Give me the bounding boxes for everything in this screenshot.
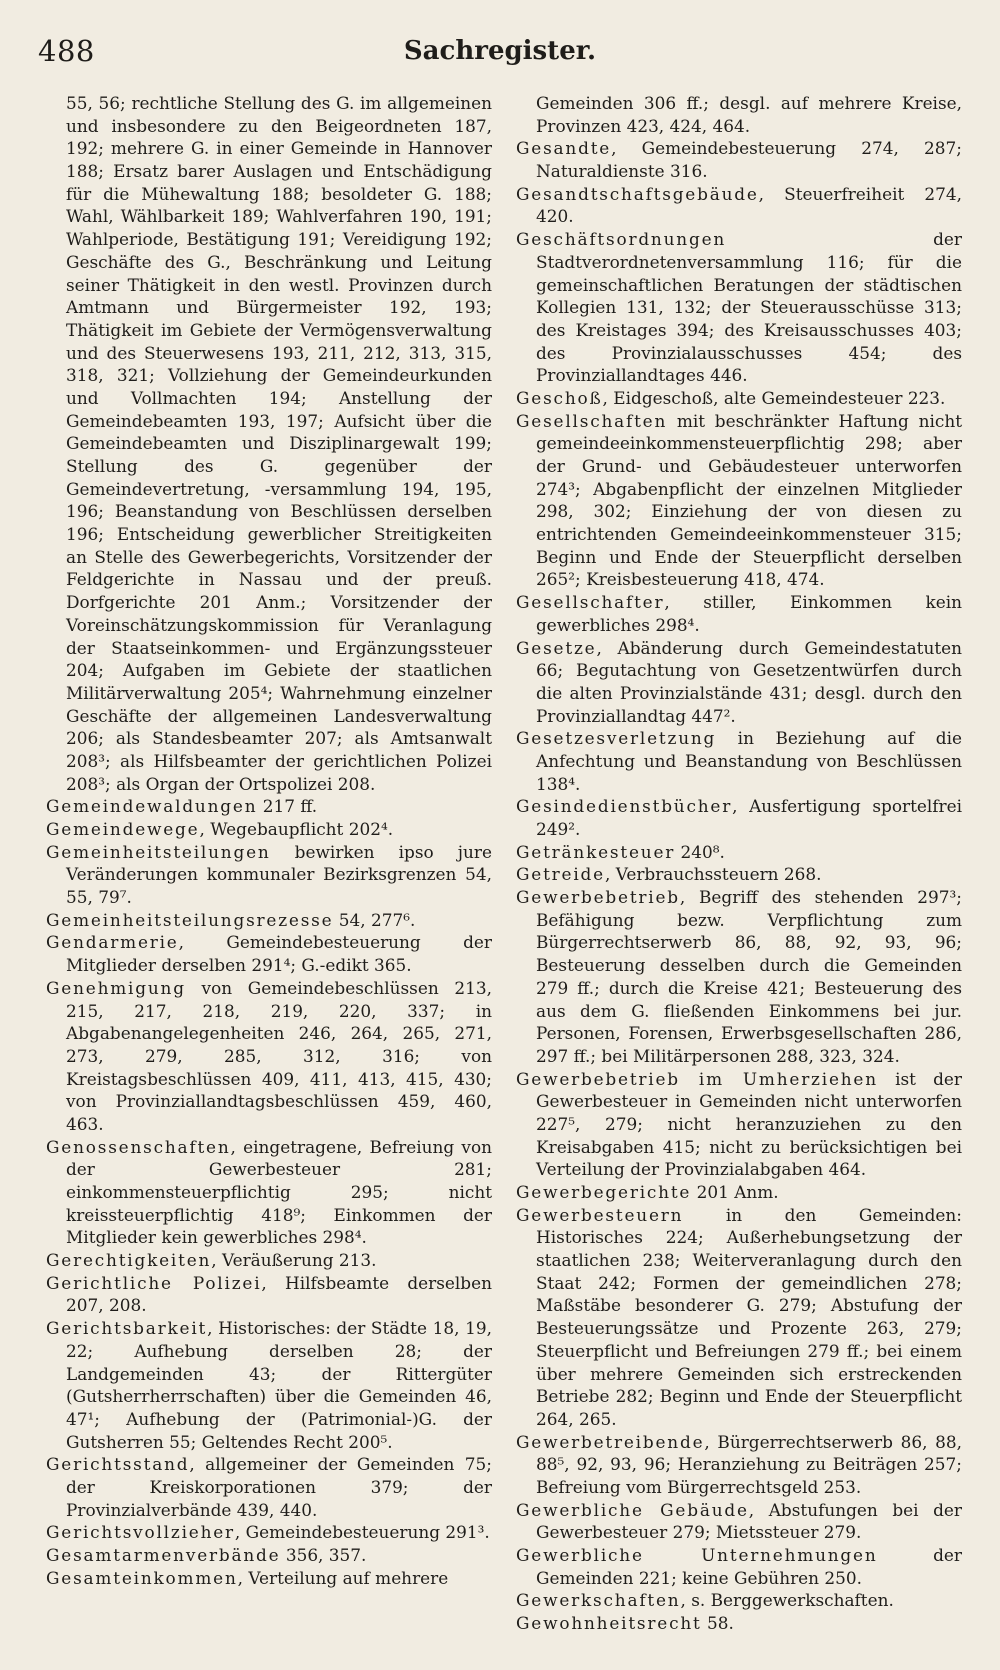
entry-text: mit beschränkter Haftung nicht gemeindeeinkommensteuerpflichtig 298; aber der Grund- und Gebäudesteuer unterworfen 274³; Abgabenpflicht der einzelnen Mitglieder 298, 302; Einziehung der von diesen zu entrichtenden Gemeindeeinkommensteuer 315; Beginn und Ende der Steuerpflicht derselben 265²; Kreisbesteuerung 418, 474. — [536, 410, 962, 590]
entry-headword: Genossenschaften — [46, 1136, 231, 1157]
entry-headword: Gesetze — [516, 637, 597, 658]
entry-headword: Gewerbliche Gebäude — [516, 1499, 749, 1520]
index-entry — [46, 1317, 492, 1453]
entry-text: , Steuerfreiheit 274, 420. — [536, 183, 962, 227]
index-entry — [516, 886, 962, 1068]
entry-headword: Getreide — [516, 864, 605, 885]
index-entry — [516, 591, 962, 636]
entry-headword: Gesindedienstbücher — [516, 796, 733, 817]
index-entry — [46, 1544, 492, 1567]
entry-text: 58. — [701, 1613, 734, 1634]
right-column — [516, 92, 962, 1652]
entry-headword: Gesellschaften — [516, 410, 668, 431]
index-entry — [516, 228, 962, 387]
entry-text: der Gemeinden 221; keine Gebühren 250. — [536, 1545, 962, 1588]
entry-headword: Gesamteinkommen — [46, 1567, 238, 1588]
entry-text: Gemeinden 306 ff.; desgl. auf mehrere Kreise, Provinzen 423, 424, 464. — [536, 93, 962, 136]
entry-headword: Gendarmerie — [46, 932, 179, 953]
index-entry — [46, 795, 492, 818]
entry-text: , Bürgerrechtserwerb 86, 88, 88⁵, 92, 93, 96; Heranziehung zu Beiträgen 257; Befreiung vom Bürgerrechtsgeld 253. — [536, 1431, 962, 1497]
entry-text: , Gemeindebesteuerung der Mitglieder derselben 291⁴; G.-edikt 365. — [66, 932, 492, 976]
entry-text: in den Gemeinden: Historisches 224; Außerhebungsetzung der staatlichen 238; Weiterveranlagung durch den Staat 242; Formen der gemeindlichen 278; Maßstäbe besonderer G. 279; Abstufung der Besteuerungssätze und Prozente 263, 279; Steuerpflicht und Befreiungen 279 ff.; bei einem über mehrere Gemeinden sich erstreckenden Betriebe 282; Beginn und Ende der Steuerpflicht 264, 265. — [536, 1204, 962, 1429]
entry-headword: Gewerbebetrieb im Umherziehen — [516, 1068, 878, 1089]
entry-text: , allgemeiner der Gemeinden 75; der Kreiskorporationen 379; der Provinzialverbände 439, 440. — [66, 1454, 492, 1520]
index-entry — [516, 841, 962, 864]
entry-headword: Geschoß — [516, 387, 603, 408]
index-entry — [46, 1136, 492, 1249]
entry-text: , Ausfertigung sportelfrei 249². — [536, 796, 962, 839]
index-entry — [516, 1589, 962, 1612]
index-entry — [516, 183, 962, 228]
entry-headword: Gemeindewege — [46, 819, 200, 839]
entry-text: bewirken ipso jure Veränderungen kommunaler Bezirksgrenzen 54, 55, 79⁷. — [66, 841, 492, 908]
index-entry — [516, 795, 962, 840]
entry-text: , Hilfsbeamte derselben 207, 208. — [66, 1272, 492, 1316]
entry-text: , Veräußerung 213. — [211, 1250, 377, 1271]
entry-text: , stiller, Einkommen kein gewerbliches 298⁴. — [536, 592, 962, 635]
index-entry — [46, 1453, 492, 1521]
entry-headword: Gesandte — [516, 138, 612, 159]
page-number: 488 — [38, 34, 95, 68]
index-entry — [46, 818, 492, 841]
entry-headword: Gerichtliche Polizei — [46, 1272, 262, 1293]
entry-text: , eingetragene, Befreiung von der Gewerbesteuer 281; einkommensteuerpflichtig 295; nicht kreissteuerpflichtig 418⁹; Einkommen der Mitglieder kein gewerbliches 298⁴. — [66, 1136, 492, 1248]
index-entry — [46, 1249, 492, 1272]
entry-text: ist der Gewerbesteuer in Gemeinden nicht unterworfen 227⁵, 279; nicht heranzuziehen zu den Kreisabgaben 415; nicht zu berücksichtigen bei Verteilung der Provinzialabgaben 464. — [536, 1068, 963, 1180]
entry-headword: Gerichtsvollzieher — [46, 1522, 235, 1543]
index-entry — [46, 931, 492, 976]
entry-text: , Abänderung durch Gemeindestatuten 66; Begutachtung von Gesetzentwürfen durch die alten Provinzialstände 431; desgl. durch den Provinziallandtag 447². — [536, 637, 962, 726]
entry-headword: Gesellschafter — [516, 592, 665, 613]
entry-headword: Gesandtschaftsgebäude — [516, 183, 759, 204]
index-entry — [516, 1068, 962, 1181]
index-entry — [516, 1431, 962, 1499]
entry-text: 217 ff. — [257, 796, 318, 817]
index-entry — [46, 92, 492, 795]
entry-text: 54, 277⁶. — [333, 909, 416, 930]
index-entry — [516, 1499, 962, 1544]
entry-headword: Gewerbebetrieb — [516, 887, 680, 908]
left-column — [46, 92, 492, 1652]
entry-text: , Verteilung auf mehrere — [237, 1567, 449, 1588]
entry-headword: Gewerbetreibende — [516, 1431, 705, 1452]
entry-headword: Gerechtigkeiten — [46, 1250, 212, 1271]
entry-text: , Begriff des stehenden 297³; Befähigung bezw. Verpflichtung zum Bürgerrechtserwerb 86, 88, 92, 93, 96; Besteuerung desselben durch die Gemeinden 279 ff.; durch die Kreise 421; Besteuerung des aus dem G. fließenden Einkommens bei jur. Personen, Forensen, Erwerbsgesellschaften 286, 297 ff.; bei Militärpersonen 288, 323, 324. — [536, 887, 962, 1066]
entry-headword: Genehmigung — [46, 977, 186, 998]
entry-headword: Geschäftsordnungen — [516, 229, 727, 250]
running-head: Sachregister. — [403, 36, 597, 66]
entry-text: , Eidgeschoß, alte Gemeindesteuer 223. — [602, 387, 946, 408]
entry-text: , Abstufungen bei der Gewerbesteuer 279; Mietssteuer 279. — [536, 1499, 963, 1543]
index-entry — [516, 410, 962, 592]
entry-headword: Gewerbesteuern — [516, 1204, 684, 1225]
entry-headword: Gemeindewaldungen — [46, 796, 258, 817]
index-entry — [516, 863, 962, 886]
entry-headword: Gewerbegerichte — [516, 1182, 692, 1202]
entry-text: 55, 56; rechtliche Stellung des G. im allgemeinen und insbesondere zu den Beigeordneten 187, 192; mehrere G. in einer Gemeinde in Hannover 188; Ersatz barer Auslagen und Entschädigung für die Mühewaltung 188; besoldeter G. 188; Wahl, Wählbarkeit 189; Wahlverfahren 190, 191; Wahlperiode, Bestätigung 191; Vereidigung 192; Geschäfte des G., Beschränkung und Leitung seiner Thätigkeit in den westl. Provinzen durch Amtmann und Bürgermeister 192, 193; Thätigkeit im Gebiete der Vermögensverwaltung und des Steuerwesens 193, 211, 212, 313, 315, 318, 321; Vollziehung der Gemeindeurkunden und Vollmachten 194; Anstellung der Gemeindebeamten 193, 197; Aufsicht über die Gemeindebeamten und Disziplinargewalt 199; Stellung des G. gegenüber der Gemeindevertretung, -versammlung 194, 195, 196; Beanstandung von Beschlüssen derselben 196; Entscheidung gewerblicher Streitigkeiten an Stelle des Gewerbegerichts, Vorsitzender der Feldgerichte in Nassau und der preuß. Dorfgerichte 201 Anm.; Vorsitzender der Voreinschätzungskommission für Veranlagung der Staatseinkommen- und Ergänzungssteuer 204; Aufgaben im Gebiete der staatlichen Militärverwaltung 205⁴; Wahrnehmung einzelner Geschäfte der allgemeinen Landesverwaltung 206; als Standesbeamter 207; als Amtsanwalt 208³; als Hilfsbeamter der gerichtlichen Polizei 208³; als Organ der Ortspolizei 208. — [66, 93, 492, 794]
index-columns — [46, 92, 962, 1652]
index-entry — [46, 977, 492, 1136]
entry-text: 356, 357. — [280, 1545, 367, 1565]
entry-text: von Gemeindebeschlüssen 213, 215, 217, 218, 219, 220, 337; in Abgabenangelegenheiten 246, 264, 265, 271, 273, 279, 285, 312, 316; von Kreistagsbeschlüssen 409, 411, 413, 415, 430; von Provinziallandtagsbeschlüssen 459, 460, 463. — [66, 977, 492, 1134]
entry-headword: Gerichtsbarkeit — [46, 1318, 208, 1339]
index-entry — [516, 387, 962, 410]
index-entry — [46, 909, 492, 932]
entry-text: , Verbrauchssteuern 268. — [604, 864, 822, 885]
entry-headword: Gewerkschaften — [516, 1590, 681, 1611]
entry-text: , Wegebaupflicht 202⁴. — [199, 819, 394, 839]
index-entry — [46, 841, 492, 909]
index-entry — [46, 1272, 492, 1317]
entry-headword: Gewerbliche Unternehmungen — [516, 1545, 878, 1565]
index-entry — [516, 727, 962, 795]
entry-text: , Historisches: der Städte 18, 19, 22; Aufhebung derselben 28; der Landgemeinden 43; der Rittergüter (Gutsherrherrschaften) über die Gemeinden 46, 47¹; Aufhebung der (Patrimonial-)G. der Gutsherren 55; Geltendes Recht 200⁵. — [66, 1318, 492, 1452]
entry-text: , Gemeindebesteuerung 291³. — [234, 1522, 490, 1543]
index-entry — [516, 1544, 962, 1589]
entry-headword: Gesetzesverletzung — [516, 728, 717, 749]
index-entry — [516, 1181, 962, 1204]
entry-headword: Gemeinheitsteilungen — [46, 841, 271, 862]
entry-text: 240⁸. — [675, 841, 725, 862]
index-entry — [516, 137, 962, 182]
entry-headword: Getränkesteuer — [516, 841, 676, 862]
entry-headword: Gewohnheitsrecht — [516, 1613, 702, 1634]
index-entry — [516, 1612, 962, 1635]
entry-text: in Beziehung auf die Anfechtung und Beanstandung von Beschlüssen 138⁴. — [536, 728, 962, 794]
entry-text: , s. Berggewerkschaften. — [680, 1590, 894, 1611]
entry-headword: Gesamtarmenverbände — [46, 1545, 281, 1565]
index-entry — [516, 92, 962, 137]
index-entry — [516, 637, 962, 728]
entry-text: , Gemeindebesteuerung 274, 287; Naturaldienste 316. — [536, 138, 962, 182]
entry-headword: Gemeinheitsteilungsrezesse — [46, 909, 334, 930]
entry-text: der Stadtverordnetenversammlung 116; für die gemeinschaftlichen Beratungen der städtischen Kollegien 131, 132; der Steuerausschüsse 313; des Kreistages 394; des Kreisausschusses 403; des Provinzialausschusses 454; des Provinziallandtages 446. — [536, 229, 962, 386]
index-entry — [46, 1567, 492, 1590]
index-entry — [46, 1521, 492, 1544]
entry-text: 201 Anm. — [691, 1182, 779, 1202]
page-header — [38, 34, 962, 76]
entry-headword: Gerichtsstand — [46, 1454, 190, 1475]
index-entry — [516, 1204, 962, 1431]
